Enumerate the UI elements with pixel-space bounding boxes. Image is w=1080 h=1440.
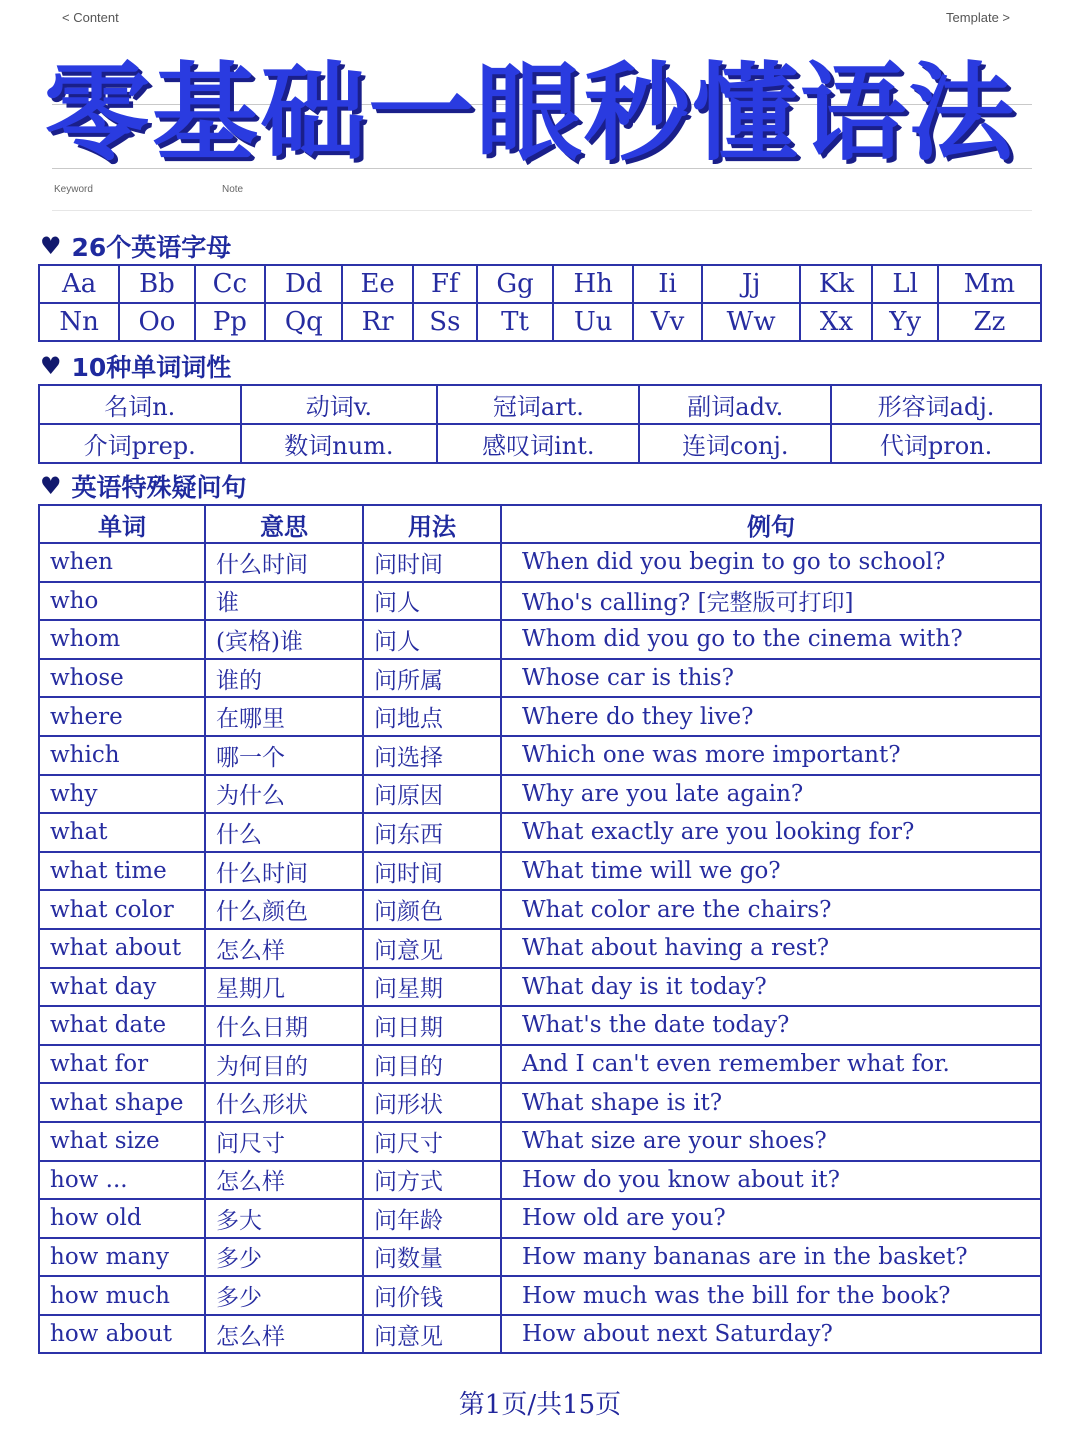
example-cell: How about next Saturday? [501,1315,1041,1354]
content-back-link[interactable]: < Content [62,10,119,25]
table-row [39,697,1041,736]
alphabet-row [39,265,1041,303]
usage-cell: 问时间 [363,543,501,582]
letter-cell: Aa [39,265,119,303]
word-cell: whose [39,659,205,698]
example-cell: What day is it today? [501,968,1041,1007]
letter-cell: Pp [195,303,266,341]
alphabet-row [39,303,1041,341]
usage-cell: 问意见 [363,1315,501,1354]
usage-cell: 问所属 [363,659,501,698]
usage-cell: 问东西 [363,813,501,852]
meaning-cell: 哪一个 [205,736,363,775]
letter-cell: Ee [342,265,412,303]
meaning-cell: 什么时间 [205,852,363,891]
letter-cell: Ii [633,265,702,303]
usage-cell: 问年龄 [363,1199,501,1238]
table-row [39,1045,1041,1084]
letter-cell: Gg [477,265,553,303]
usage-cell: 问原因 [363,775,501,814]
meaning-cell: 多大 [205,1199,363,1238]
table-row [39,968,1041,1007]
word-cell: what [39,813,205,852]
pos-cell: 名词n. [39,385,241,424]
meaning-cell: 问尺寸 [205,1122,363,1161]
letter-cell: Ss [413,303,477,341]
pos-cell: 连词conj. [639,424,831,463]
example-cell: How much was the bill for the book? [501,1276,1041,1315]
meaning-cell: 怎么样 [205,1161,363,1200]
table-row [39,1199,1041,1238]
table-row [39,1238,1041,1277]
example-cell: Whose car is this? [501,659,1041,698]
usage-cell: 问数量 [363,1238,501,1277]
word-cell: what date [39,1006,205,1045]
word-cell: how many [39,1238,205,1277]
column-header: 意思 [205,505,363,543]
letter-cell: Yy [872,303,937,341]
usage-cell: 问形状 [363,1083,501,1122]
meaning-cell: 为什么 [205,775,363,814]
letter-cell: Oo [119,303,194,341]
example-cell: Which one was more important? [501,736,1041,775]
pos-cell: 介词prep. [39,424,241,463]
word-cell: what shape [39,1083,205,1122]
word-cell: what color [39,890,205,929]
table-row [39,852,1041,891]
letter-cell: Ff [413,265,477,303]
word-cell: how much [39,1276,205,1315]
word-cell: what for [39,1045,205,1084]
letter-cell: Hh [553,265,633,303]
pos-cell: 感叹词int. [437,424,639,463]
example-cell: When did you begin to go to school? [501,543,1041,582]
usage-cell: 问时间 [363,852,501,891]
pos-cell: 数词num. [241,424,438,463]
letter-cell: Qq [265,303,342,341]
meaning-cell: 怎么样 [205,1315,363,1354]
usage-cell: 问目的 [363,1045,501,1084]
pos-cell: 副词adv. [639,385,831,424]
meaning-cell: 谁的 [205,659,363,698]
meaning-cell: 什么时间 [205,543,363,582]
letter-cell: Dd [265,265,342,303]
table-row [39,1122,1041,1161]
letter-cell: Vv [633,303,702,341]
meaning-cell: 谁 [205,582,363,621]
table-row [39,736,1041,775]
column-header: 单词 [39,505,205,543]
table-row [39,929,1041,968]
column-header: 用法 [363,505,501,543]
example-cell: What about having a rest? [501,929,1041,968]
example-cell: What exactly are you looking for? [501,813,1041,852]
table-row [39,1083,1041,1122]
letter-cell: Uu [553,303,633,341]
table-row [39,659,1041,698]
template-next-link[interactable]: Template > [946,10,1010,25]
table-row [39,543,1041,582]
pos-cell: 动词v. [241,385,438,424]
word-cell: how about [39,1315,205,1354]
usage-cell: 问颜色 [363,890,501,929]
example-cell: What's the date today? [501,1006,1041,1045]
letter-cell: Jj [702,265,801,303]
usage-cell: 问星期 [363,968,501,1007]
example-cell: How do you know about it? [501,1161,1041,1200]
page-title: 零基础一眼秒懂语法 [44,52,1016,175]
meaning-cell: 什么日期 [205,1006,363,1045]
example-cell: How old are you? [501,1199,1041,1238]
letter-cell: Tt [477,303,553,341]
meaning-cell: 什么形状 [205,1083,363,1122]
letter-cell: Mm [938,265,1041,303]
meaning-cell: 什么颜色 [205,890,363,929]
letter-cell: Bb [119,265,194,303]
word-cell: what time [39,852,205,891]
pos-section-heading [40,349,231,383]
questions-heading-text: 英语特殊疑问句 [71,473,247,502]
question-words-table [38,504,1042,1354]
table-row [39,813,1041,852]
usage-cell: 问方式 [363,1161,501,1200]
word-cell: what size [39,1122,205,1161]
word-cell: what about [39,929,205,968]
usage-cell: 问地点 [363,697,501,736]
letters-heading-text: 26个英语字母 [71,233,232,262]
word-cell: how old [39,1199,205,1238]
pos-row [39,424,1041,463]
letter-cell: Ll [872,265,937,303]
meaning-cell: 怎么样 [205,929,363,968]
example-cell: What shape is it? [501,1083,1041,1122]
example-cell: How many bananas are in the basket? [501,1238,1041,1277]
heart-icon: ♥ [40,232,62,260]
example-cell: What color are the chairs? [501,890,1041,929]
word-cell: why [39,775,205,814]
meaning-cell: 多少 [205,1238,363,1277]
pos-cell: 形容词adj. [831,385,1041,424]
meaning-cell: 多少 [205,1276,363,1315]
word-cell: whom [39,620,205,659]
heart-icon: ♥ [40,472,62,500]
meaning-cell: 星期几 [205,968,363,1007]
column-header: 例句 [501,505,1041,543]
table-row [39,1276,1041,1315]
letter-cell: Cc [195,265,266,303]
usage-cell: 问意见 [363,929,501,968]
example-cell: And I can't even remember what for. [501,1045,1041,1084]
word-cell: who [39,582,205,621]
heart-icon: ♥ [40,352,62,380]
letter-cell: Ww [702,303,801,341]
table-row [39,890,1041,929]
example-cell: What time will we go? [501,852,1041,891]
pos-heading-text: 10种单词词性 [71,353,232,382]
keyword-label: Keyword [54,184,93,195]
table-row [39,582,1041,621]
meaning-cell: 什么 [205,813,363,852]
usage-cell: 问价钱 [363,1276,501,1315]
alphabet-table [38,264,1042,342]
table-row [39,775,1041,814]
example-cell: Why are you late again? [501,775,1041,814]
table-row [39,1315,1041,1354]
usage-cell: 问选择 [363,736,501,775]
word-cell: how ... [39,1161,205,1200]
usage-cell: 问日期 [363,1006,501,1045]
note-label: Note [222,184,244,195]
meaning-cell: 为何目的 [205,1045,363,1084]
table-row [39,1006,1041,1045]
table-row [39,1161,1041,1200]
meta-rule [52,210,1032,211]
usage-cell: 问人 [363,582,501,621]
word-cell: where [39,697,205,736]
meaning-cell: 在哪里 [205,697,363,736]
letter-cell: Zz [938,303,1041,341]
letters-section-heading [40,229,231,263]
pos-cell: 代词pron. [831,424,1041,463]
pos-row [39,385,1041,424]
page-indicator: 第1页/共15页 [458,1390,622,1420]
letter-cell: Nn [39,303,119,341]
example-cell: Whom did you go to the cinema with? [501,620,1041,659]
parts-of-speech-table [38,384,1042,464]
meaning-cell: (宾格)谁 [205,620,363,659]
questions-section-heading [40,469,247,503]
example-cell: Where do they live? [501,697,1041,736]
letter-cell: Kk [800,265,872,303]
pos-cell: 冠词art. [437,385,639,424]
example-cell: Who's calling? [完整版可打印] [501,582,1041,621]
table-row [39,620,1041,659]
word-cell: when [39,543,205,582]
letter-cell: Xx [800,303,872,341]
usage-cell: 问人 [363,620,501,659]
word-cell: which [39,736,205,775]
example-cell: What size are your shoes? [501,1122,1041,1161]
letter-cell: Rr [342,303,412,341]
usage-cell: 问尺寸 [363,1122,501,1161]
word-cell: what day [39,968,205,1007]
